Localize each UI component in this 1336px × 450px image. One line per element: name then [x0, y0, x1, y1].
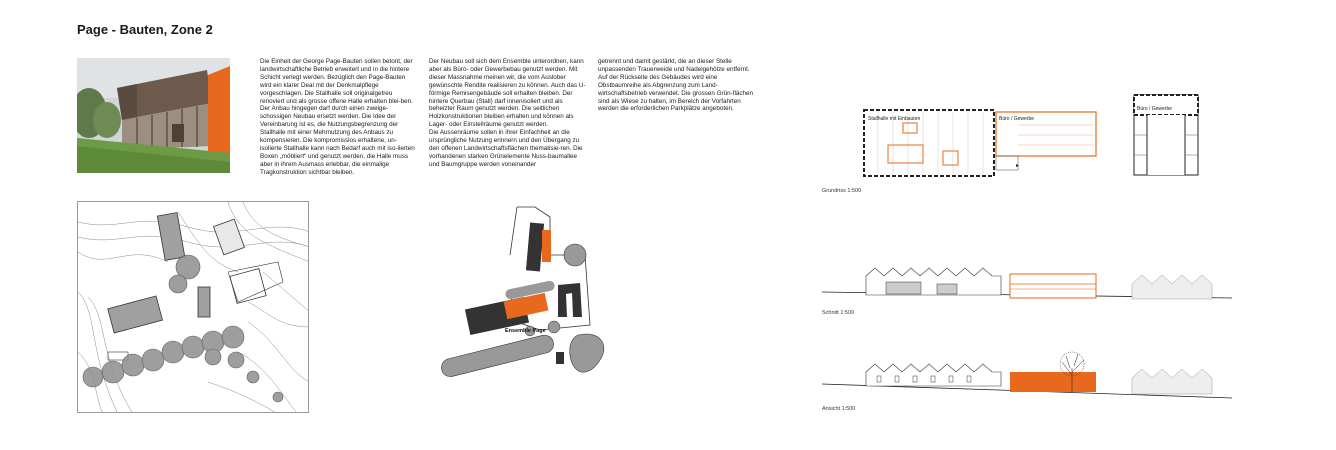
- ansicht-caption: Ansicht 1:500: [822, 406, 856, 412]
- stallhalle-label: Stallhalle mit Einbauten: [868, 116, 921, 122]
- buero-label: Büro / Gewerbe: [999, 116, 1035, 122]
- text-column-2: Der Neubau soll sich dem Ensemble unterordnen, kann aber als Büro- oder Gewerbebau genutzt werden. Mit dieser Massnahme meinen wir, die vom Auslober gewünschte Rendite realisieren zu können. Auch das U-förmige Remisengebäude soll erhalten bleiben. Der hintere Querbau (Stall) darf innenisoliert und als beheizter Raum genutzt werden. Die seitlichen Holzkonstruktionen bleiben erhalten und können als Lager- oder Einstellräume genutzt werden. Die Aussenräume sollen in ihrer Einfachheit an die ursprüngliche Nutzung erinnern und den Übergang zu den offenen Landwirtschaftsflächen thematisie-ren. Die vorhandenen starken Grünelemente Nuss-baumallee und Baumgruppe werden voneinander: [429, 58, 586, 168]
- elevation-drawing: [822, 350, 1232, 400]
- ensemble-diagram: [410, 205, 640, 385]
- section-drawing: [822, 262, 1232, 307]
- text-column-1: Die Einheit der George Page-Bauten sollen betont, der landwirtschaftliche Betrieb erweitert und in die hintere Schicht verlegt werden. Bezüglich den Page-Bauten wird ein klarer Deal mit der Denkmalpflege vorgeschlagen. Die Stallhalle soll originalgetreu renoviert und als grosse offene Halle erhalten blei-ben. Der Anbau hingegen darf durch einen zweige-schossigen Neubau ersetzt werden. Die Idee der Vereinbarung ist es, die Nutzungsbegrenzung der Stallhalle mit einer Mehrnutzung des Anbaus zu kompensieren. Die kompromisslos erhaltene, un-isolierte Stallhalle kann nach Bedarf auch mit iso-lierten Boxen „möbliert“ und genutzt werden, die Halle muss aber in ihrem Ausmass erlebbar, die einmalige Tragkonstruktion sichtbar bleiben.: [260, 58, 415, 176]
- barn-photo: [77, 58, 230, 173]
- ensemble-label: Ensemble Page: [505, 328, 546, 334]
- page-title: Page - Bauten, Zone 2: [77, 22, 213, 37]
- text-column-3: getrennt und damit gestärkt, die an dieser Stelle unpassenden Trauerweide und Nadelgehölze entfernt. Auf der Rückseite des Gebäudes wird eine Obstbaumreihe als Abgrenzung zum Land-wirtschaftsbetrieb verwendet. Die grossen Grün-flächen sind als Wiese zu halten, im Bereich der Vorfahrten werden die erforderlichen Parkplätze angeboten.: [598, 58, 754, 113]
- svg-text:▸: ▸: [1016, 163, 1020, 169]
- grundriss-caption: Grundriss 1:500: [822, 188, 862, 194]
- schnitt-caption: Schnitt 1:500: [822, 310, 855, 316]
- site-plan: [77, 201, 309, 413]
- buero-label-2: Büro / Gewerbe: [1137, 106, 1173, 112]
- floor-plan: [858, 85, 1228, 180]
